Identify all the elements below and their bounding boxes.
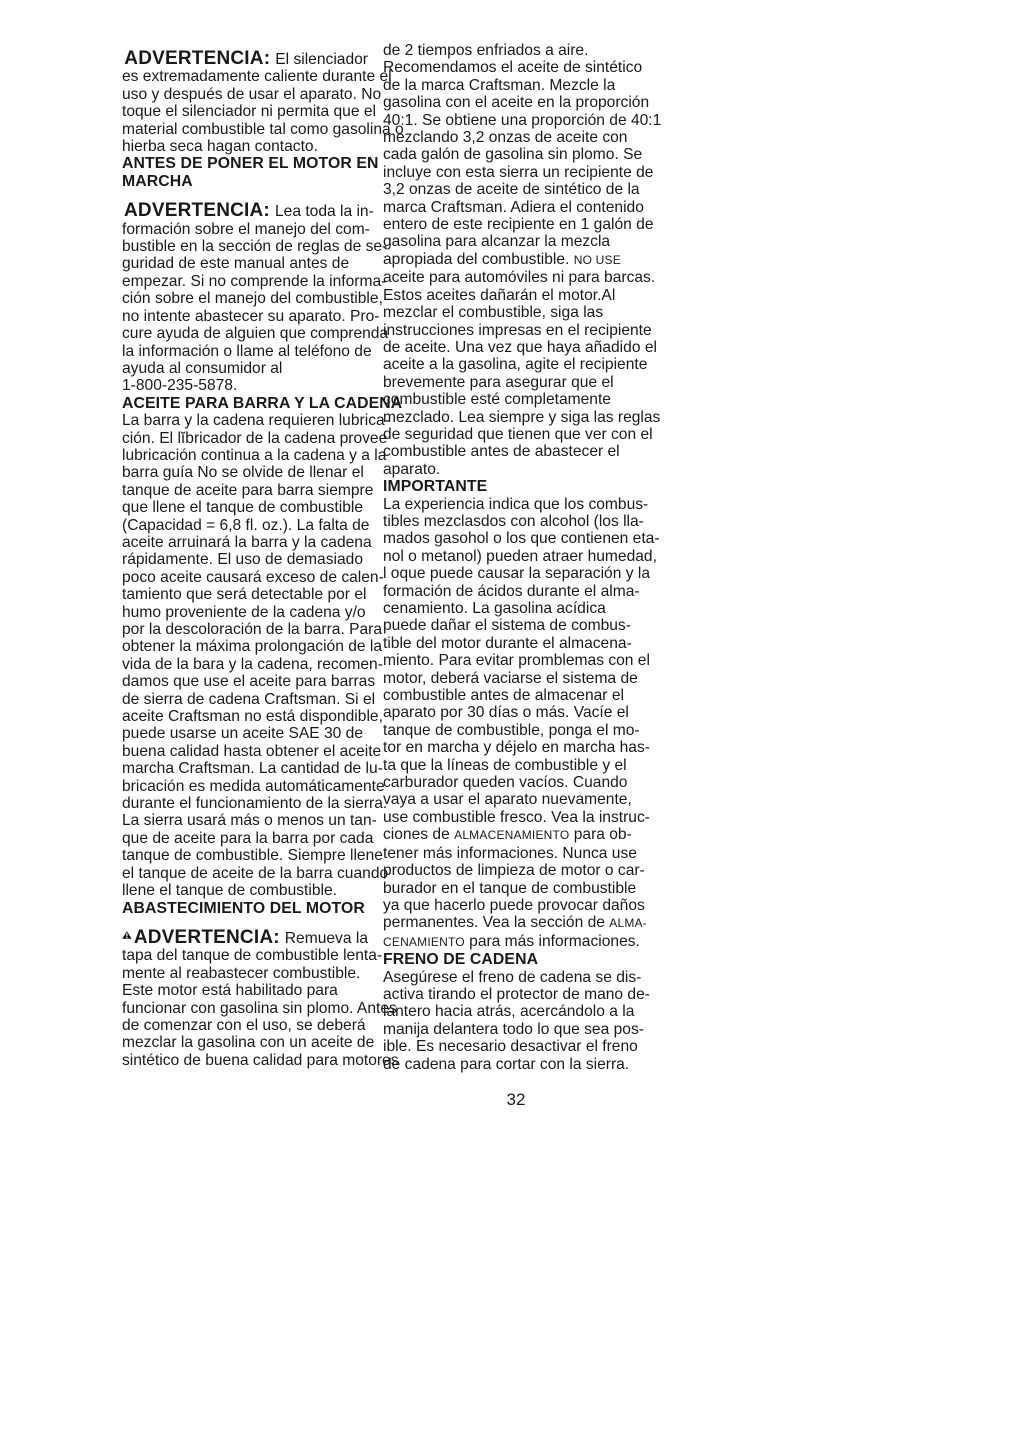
text-line: bricación es medida automáticamente xyxy=(122,777,385,795)
text-line: (Capacidad = 6,8 fl. oz.). La falta de xyxy=(122,516,370,534)
text-line: La barra y la cadena requieren lubrica- xyxy=(122,412,390,430)
right-column xyxy=(383,42,665,1073)
text-line: hierba seca hagan contacto. xyxy=(122,138,318,156)
text-line: funcionar con gasolina sin plomo. Antes xyxy=(122,999,397,1017)
text-line: aceite Craftsman no está dispondible, xyxy=(122,708,383,726)
storage-caps: CENAMIENTO xyxy=(383,934,465,949)
section-heading: ABASTECIMIENTO DEL MOTOR xyxy=(122,899,365,917)
text-fragment: apropiada del combustible. xyxy=(383,250,570,268)
section-heading: ACEITE PARA BARRA Y LA CADENA xyxy=(122,394,403,412)
text-line: puede usarse un aceite SAE 30 de xyxy=(122,725,364,743)
text-line: 3,2 onzas de aceite de sintético de la xyxy=(383,181,640,199)
text-line: material combustible tal como gasolina o xyxy=(122,120,404,138)
text-line: combustible esté completamente xyxy=(383,391,611,409)
text-line: formación sobre el manejo del com- xyxy=(122,220,370,238)
text-line: guridad de este manual antes de xyxy=(122,255,350,273)
text-line xyxy=(383,826,665,844)
text-line: gasolina para alcanzar la mezcla xyxy=(383,233,611,251)
text-line: entero de este recipiente en 1 galón de xyxy=(383,216,654,234)
warning-label: ADVERTENCIA: xyxy=(133,926,280,948)
text-line: marcha Craftsman. La cantidad de lu- xyxy=(122,760,383,778)
text-line: el tanque de aceite de la barra cuando xyxy=(122,864,389,882)
text-line: combustible antes de abastecer el xyxy=(383,443,620,461)
text-line: vida de la bara y la cadena, recomen- xyxy=(122,655,383,673)
text-line: tamiento que será detectable por el xyxy=(122,586,367,604)
text-line: use combustible fresco. Vea la instruc- xyxy=(383,808,650,826)
no-use-caps: NO USE xyxy=(573,252,621,267)
text-line: aceite para automóviles ni para barcas. xyxy=(383,269,656,287)
text-line: tapa del tanque de combustible lenta- xyxy=(122,947,383,965)
text-line: tibles mezclasdos con alcohol (los lla- xyxy=(383,512,644,530)
text-line: de la marca Craftsman. Mezcle la xyxy=(383,76,616,94)
text-line: ible. Es necesario desactivar el freno xyxy=(383,1038,638,1056)
text-line: de cadena para cortar con la sierra. xyxy=(383,1055,630,1073)
text-line: brevemente para asegurar que el xyxy=(383,373,614,391)
text-line: nol o metanol) pueden atraer humedad, xyxy=(383,547,657,565)
text-line: aceite a la gasolina, agite el recipiente xyxy=(383,356,648,374)
text-line: tible del motor durante el almacena- xyxy=(383,634,632,652)
text-line: tor en marcha y déjelo en marcha has- xyxy=(383,739,650,757)
warning-label: ADVERTENCIA: xyxy=(124,48,271,69)
text-line: activa tirando el protector de mano de- xyxy=(383,985,650,1003)
phone-number: 1-800-235-5878. xyxy=(122,377,238,395)
text-fragment: permanentes. Vea la sección de xyxy=(383,914,605,932)
text-line: incluye con esta sierra un recipiente de xyxy=(383,163,654,181)
text-line: mezclar el combustible, siga las xyxy=(383,304,604,322)
page-number: 32 xyxy=(506,1090,526,1109)
text-line: tanque de combustible. Siempre llene xyxy=(122,847,383,865)
text-line: de 2 tiempos enfriados a aire. xyxy=(383,42,589,59)
text-fragment: ciones de xyxy=(383,826,450,844)
text-fragment: para más informaciones. xyxy=(469,932,640,950)
text-line: tener más informaciones. Nunca use xyxy=(383,844,637,862)
text-line: carburador queden vacíos. Cuando xyxy=(383,774,628,792)
text-line: ción sobre el manejo del combustible, xyxy=(122,290,383,308)
text-line: que llene el tanque de combustible xyxy=(122,499,364,517)
text-line: La experiencia indica que los combus- xyxy=(383,495,649,513)
warning-text: Remueva la xyxy=(284,929,368,947)
text-line: bustible en la sección de reglas de se- xyxy=(122,238,388,256)
warning-read-info xyxy=(122,198,374,222)
section-heading: MARCHA xyxy=(122,172,193,190)
text-line: damos que use el aceite para barras xyxy=(122,673,376,691)
text-line: Recomendamos el aceite de sintético xyxy=(383,59,643,77)
text-line: burador en el tanque de combustible xyxy=(383,879,637,897)
text-line: Este motor está habilitado para xyxy=(122,982,338,1000)
text-line: no intente abastecer su aparato. Pro- xyxy=(122,307,380,325)
text-line: rápidamente. El uso de demasiado xyxy=(122,551,363,569)
text-line: mente al reabastecer combustible. xyxy=(122,964,361,982)
text-line: mados gasohol o los que contienen eta- xyxy=(383,530,660,548)
left-column xyxy=(122,42,404,1069)
text-line: uso y después de usar el aparato. No xyxy=(122,85,382,103)
text-line xyxy=(383,251,665,269)
text-line: que de aceite para la barra por cada xyxy=(122,829,374,847)
text-line: La sierra usará más o menos un tan- xyxy=(122,812,377,830)
text-line: mezclando 3,2 onzas de aceite con xyxy=(383,129,628,147)
text-line: tanque de combustible, ponga el mo- xyxy=(383,721,640,739)
text-line: aparato. xyxy=(383,460,441,478)
text-line: marca Craftsman. Adiera el contenido xyxy=(383,198,644,216)
warning-triangle-icon xyxy=(122,926,132,944)
text-line: puede dañar el sistema de combus- xyxy=(383,617,631,635)
warning-muffler xyxy=(122,46,368,68)
text-line: tanque de aceite para barra siempre xyxy=(122,481,374,499)
text-line: sintético de buena calidad para motores xyxy=(122,1051,399,1069)
warning-text: El silenciador xyxy=(275,51,368,68)
text-line: toque el silenciador ni permita que el xyxy=(122,103,376,121)
text-line: empezar. Si no comprende la informa- xyxy=(122,272,387,290)
text-line: de aceite. Una vez que haya añadido el xyxy=(383,338,657,356)
text-line: mezclar la gasolina con un aceite de xyxy=(122,1034,375,1052)
text-line: 40:1. Se obtiene una proporción de 40:1 xyxy=(383,111,662,129)
storage-caps: ALMA- xyxy=(609,916,647,931)
text-line: lantero hacia atrás, acercándolo a la xyxy=(383,1003,635,1021)
section-heading: IMPORTANTE xyxy=(383,478,488,496)
text-line: de sierra de cadena Craftsman. Si el xyxy=(122,690,376,708)
section-heading: ANTES DE PONER EL MOTOR EN xyxy=(122,155,379,173)
text-line: de comenzar con el uso, se deberá xyxy=(122,1016,366,1034)
text-line: Asegúrese el freno de cadena se dis- xyxy=(383,968,642,986)
text-line: l oque puede causar la separación y la xyxy=(383,565,651,583)
text-line: gasolina con el aceite en la proporción xyxy=(383,94,650,112)
text-line: la información o llame al teléfono de xyxy=(122,342,372,360)
warning-label: ADVERTENCIA: xyxy=(124,200,270,222)
text-fragment: para ob- xyxy=(573,826,632,844)
text-line: cada galón de gasolina sin plomo. Se xyxy=(383,146,643,164)
text-line: ción. El lĭbricador de la cadena provee xyxy=(122,429,388,447)
text-line: lubricación continua a la cadena y a la xyxy=(122,446,387,464)
text-line: obtener la máxima prolongación de la xyxy=(122,638,383,656)
text-line: aparato por 30 días o más. Vacíe el xyxy=(383,704,629,722)
text-line: cure ayuda de alguien que comprenda xyxy=(122,325,389,343)
text-line: poco aceite causará exceso de calen- xyxy=(122,568,384,586)
text-line: vaya a usar el aparato nuevamente, xyxy=(383,791,632,809)
text-line: ya que hacerlo puede provocar daños xyxy=(383,896,645,914)
text-line: Estos aceites dañarán el motor.Al xyxy=(383,286,616,304)
text-line: miento. Para evitar promblemas con el xyxy=(383,652,650,670)
text-line: es extremadamente caliente durante el xyxy=(122,68,392,86)
text-line: ta que la líneas de combustible y el xyxy=(383,756,627,774)
text-line: productos de limpieza de motor o car- xyxy=(383,862,645,880)
text-line: cenamiento. La gasolina acídica xyxy=(383,600,606,617)
text-line: de seguridad que tienen que ver con el xyxy=(383,425,653,443)
text-line: mezclado. Lea siempre y siga las reglas xyxy=(383,408,661,426)
text-line: humo proveniente de la cadena y/o xyxy=(122,603,366,621)
storage-caps: ALMACENAMIENTO xyxy=(454,828,570,843)
text-line: ayuda al consumidor al xyxy=(122,359,283,377)
text-line: motor, deberá vaciarse el sistema de xyxy=(383,669,638,687)
text-line: instrucciones impresas en el recipiente xyxy=(383,321,652,339)
text-line xyxy=(383,914,665,932)
text-line: por la descoloración de la barra. Para xyxy=(122,621,383,638)
section-heading: FRENO DE CADENA xyxy=(383,951,539,969)
text-line: durante el funcionamiento de la sierra. xyxy=(122,795,388,813)
text-line: aceite arruinará la barra y la cadena xyxy=(122,533,372,551)
text-line: llene el tanque de combustible. xyxy=(122,882,337,900)
text-line: formación de ácidos durante el alma- xyxy=(383,582,640,600)
text-line: manija delantera todo lo que sea pos- xyxy=(383,1020,644,1038)
text-line: barra guía No se olvide de llenar el xyxy=(122,464,364,482)
text-line xyxy=(383,933,665,951)
warning-fuel-cap xyxy=(122,925,368,947)
text-line: buena calidad hasta obtener el aceite xyxy=(122,742,382,760)
warning-text: Lea toda la in- xyxy=(274,203,374,221)
text-line: combustible antes de almacenar el xyxy=(383,687,624,705)
